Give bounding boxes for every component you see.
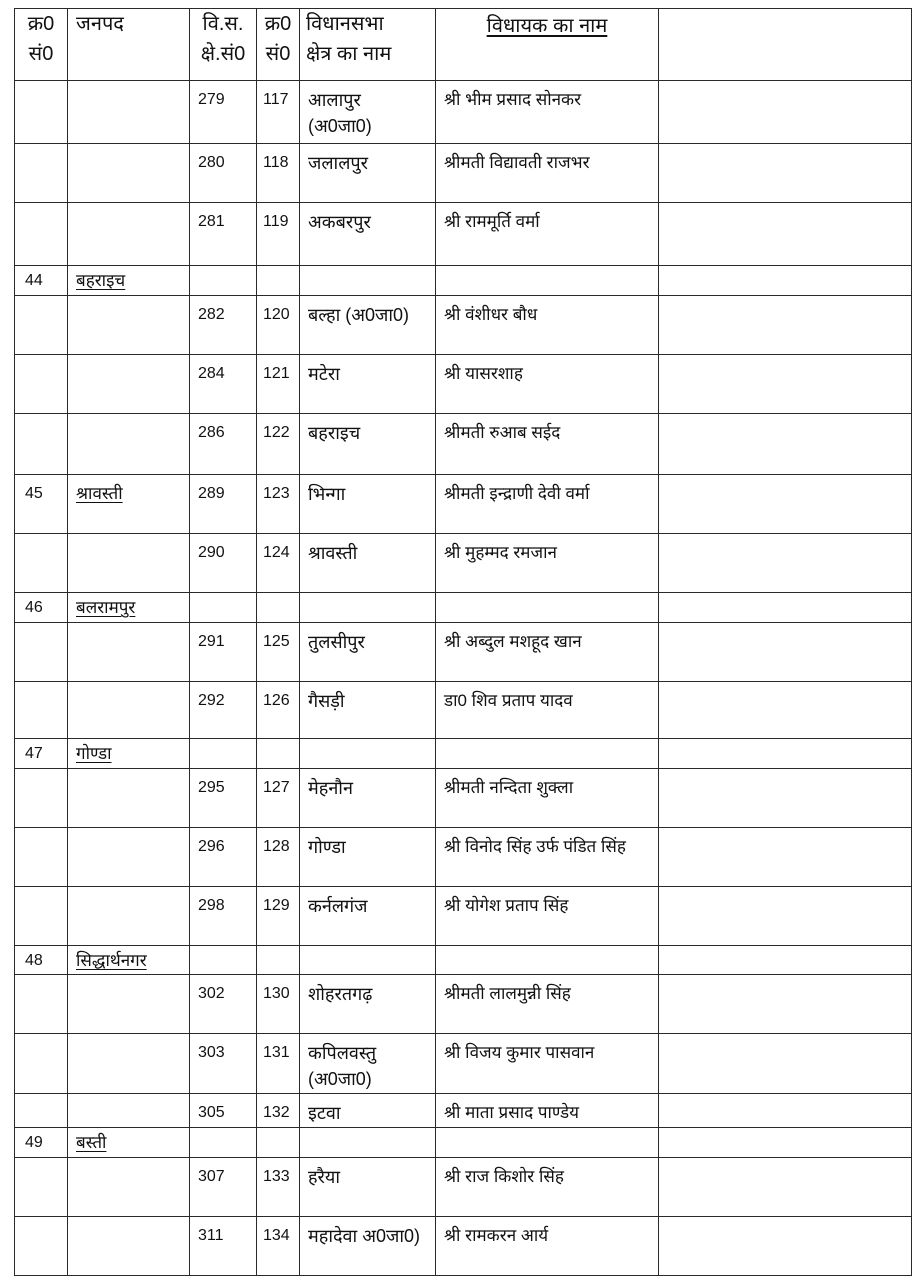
- district-cell: [68, 355, 190, 414]
- district-cell: [68, 475, 190, 534]
- district-row: [15, 945, 912, 975]
- sequence-number-cell-text: 121: [263, 365, 290, 382]
- serial-number-cell: [15, 1157, 68, 1216]
- sequence-number-cell: [257, 622, 300, 681]
- assembly-number-cell-text: 286: [198, 424, 225, 442]
- sequence-number-cell: [257, 593, 300, 623]
- assembly-number-cell: [190, 945, 257, 975]
- assembly-number-cell-text: 290: [198, 544, 225, 562]
- constituency-name-cell: [300, 266, 436, 296]
- mla-name-cell: [436, 1034, 659, 1094]
- serial-number-cell: [15, 1128, 68, 1158]
- mla-name-cell: [436, 355, 659, 414]
- constituency-name-cell-text: अकबरपुर: [308, 212, 371, 233]
- blank-cell: [659, 295, 912, 354]
- assembly-number-cell: [190, 739, 257, 769]
- table-row: [15, 295, 912, 354]
- sequence-number-cell: [257, 827, 300, 886]
- mla-name-cell: [436, 1157, 659, 1216]
- assembly-number-cell: [190, 81, 257, 144]
- assembly-number-cell: [190, 886, 257, 945]
- assembly-number-cell: [190, 144, 257, 203]
- assembly-number-cell-text: 282: [198, 305, 225, 323]
- mla-name-cell: [436, 681, 659, 738]
- serial-number-cell: [15, 475, 68, 534]
- constituency-name-cell: [300, 414, 436, 475]
- mla-name-cell: [436, 475, 659, 534]
- sequence-number-cell: [257, 975, 300, 1034]
- blank-cell: [659, 768, 912, 827]
- sequence-number-cell: [257, 768, 300, 827]
- assembly-number-cell-text: 284: [198, 365, 225, 382]
- district-cell: [68, 827, 190, 886]
- district-header-label: जनपद: [76, 13, 124, 35]
- mla-name-cell-text: श्री मुहम्मद रमजान: [444, 543, 557, 563]
- assembly-number-cell: [190, 593, 257, 623]
- constituency-name-cell: [300, 534, 436, 593]
- sequence-number-cell: [257, 414, 300, 475]
- sequence-number-cell: [257, 1094, 300, 1128]
- constituency-name-cell-text: श्रावस्ती: [308, 543, 358, 564]
- blank-cell: [659, 593, 912, 623]
- district-cell: [68, 886, 190, 945]
- mla-name-cell: [436, 81, 659, 144]
- constituency-name-cell: [300, 203, 436, 266]
- district-cell: [68, 681, 190, 738]
- sequence-number-cell-text: 117: [263, 91, 289, 108]
- mla-name-cell: [436, 827, 659, 886]
- blank-cell: [659, 414, 912, 475]
- mla-name-cell: [436, 1094, 659, 1128]
- sequence-number-cell: [257, 534, 300, 593]
- district-cell-text: श्रावस्ती: [76, 484, 123, 504]
- mla-name-cell: [436, 975, 659, 1034]
- table-row: [15, 622, 912, 681]
- district-cell: [68, 295, 190, 354]
- assembly-number-cell-text: 281: [198, 213, 225, 231]
- mla-name-cell-text: श्री राज किशोर सिंह: [444, 1166, 564, 1186]
- assembly-number-cell: [190, 1157, 257, 1216]
- sequence-header-line2: सं0: [265, 43, 291, 65]
- assembly-number-cell-text: 302: [198, 985, 225, 1003]
- mla-name-cell: [436, 414, 659, 475]
- mla-name-cell-text: श्री माता प्रसाद पाण्डेय: [444, 1103, 579, 1123]
- constituency-name-cell-text: हरैया: [308, 1166, 341, 1187]
- serial-header-line1: क्र0: [27, 13, 55, 35]
- blank-header: [659, 9, 912, 81]
- sequence-header-line1: क्र0: [264, 13, 292, 35]
- table-row: [15, 414, 912, 475]
- mla-name-cell-text: श्री विजय कुमार पासवान: [444, 1043, 595, 1063]
- serial-number-cell: [15, 739, 68, 769]
- mla-name-cell: [436, 295, 659, 354]
- sequence-number-cell-text: 123: [263, 485, 290, 503]
- table-row: [15, 768, 912, 827]
- mla-name-cell: [436, 945, 659, 975]
- sequence-number-cell: [257, 1128, 300, 1158]
- sequence-number-cell-text: 129: [263, 896, 290, 914]
- table-row: [15, 1216, 912, 1275]
- assembly-number-cell-text: 305: [198, 1104, 225, 1122]
- district-cell-text: बलरामपुर: [76, 598, 136, 618]
- sequence-number-cell-text: 128: [263, 837, 290, 855]
- serial-header-line2: सं0: [28, 43, 54, 65]
- serial-number-cell: [15, 144, 68, 203]
- district-cell: [68, 1128, 190, 1158]
- district-cell-text: गोण्डा: [76, 744, 112, 764]
- serial-number-cell: [15, 203, 68, 266]
- header-row: [15, 9, 912, 81]
- mla-name-cell-text: श्रीमती लालमुन्नी सिंह: [444, 984, 571, 1004]
- blank-cell: [659, 1034, 912, 1094]
- mla-name-cell-text: श्रीमती रुआब सईद: [444, 423, 561, 443]
- constituency-name-cell: [300, 827, 436, 886]
- constituency-name-header: [300, 9, 436, 81]
- constituency-name-cell: [300, 886, 436, 945]
- district-row: [15, 1128, 912, 1158]
- mla-name-cell: [436, 144, 659, 203]
- blank-cell: [659, 886, 912, 945]
- assembly-number-cell: [190, 414, 257, 475]
- mla-header-label: विधायक का नाम: [486, 15, 608, 37]
- constituency-name-cell-text: शोहरतगढ़: [308, 984, 373, 1005]
- sequence-number-cell: [257, 886, 300, 945]
- sequence-number-cell-text: 119: [263, 213, 289, 231]
- blank-cell: [659, 203, 912, 266]
- serial-number-cell: [15, 975, 68, 1034]
- serial-number-cell: [15, 593, 68, 623]
- constituency-name-cell: [300, 1034, 436, 1094]
- sequence-number-cell-text: 122: [263, 424, 290, 442]
- sequence-number-cell-text: 125: [263, 632, 290, 650]
- constituency-name-cell-text: कपिलवस्तु: [308, 1043, 377, 1064]
- mla-name-cell: [436, 622, 659, 681]
- constituency-header-line2: क्षेत्र का नाम: [306, 43, 392, 65]
- assembly-number-cell-text: 292: [198, 691, 225, 709]
- sequence-number-cell-text: 131: [263, 1044, 290, 1062]
- constituency-reservation-text: (अ0जा0): [308, 116, 372, 136]
- mla-name-cell-text: श्री अब्दुल मशहूद खान: [444, 631, 582, 651]
- assembly-number-cell: [190, 295, 257, 354]
- mla-name-cell: [436, 768, 659, 827]
- assembly-number-cell: [190, 534, 257, 593]
- district-cell: [68, 1094, 190, 1128]
- serial-number-cell: [15, 1094, 68, 1128]
- district-cell: [68, 593, 190, 623]
- mla-name-cell: [436, 266, 659, 296]
- assembly-number-cell-text: 291: [198, 632, 225, 650]
- serial-number-cell: [15, 681, 68, 738]
- sequence-number-cell: [257, 266, 300, 296]
- serial-number-cell: [15, 81, 68, 144]
- sequence-number-cell: [257, 475, 300, 534]
- mla-name-cell: [436, 203, 659, 266]
- assembly-number-cell: [190, 1094, 257, 1128]
- mla-name-cell: [436, 534, 659, 593]
- constituency-name-cell-text: भिन्गा: [308, 484, 346, 505]
- assembly-number-cell: [190, 475, 257, 534]
- assembly-number-cell: [190, 1034, 257, 1094]
- serial-number-cell: [15, 355, 68, 414]
- serial-number-cell-text: 48: [25, 951, 43, 969]
- assembly-number-cell: [190, 622, 257, 681]
- constituency-name-cell-text: तुलसीपुर: [308, 631, 365, 652]
- sequence-number-cell: [257, 1157, 300, 1216]
- mla-name-cell: [436, 886, 659, 945]
- blank-cell: [659, 266, 912, 296]
- assembly-number-header: [190, 9, 257, 81]
- assembly-number-cell: [190, 975, 257, 1034]
- sequence-number-cell-text: 132: [263, 1104, 290, 1122]
- constituency-name-cell: [300, 1128, 436, 1158]
- blank-cell: [659, 475, 912, 534]
- serial-number-cell: [15, 295, 68, 354]
- serial-number-cell: [15, 945, 68, 975]
- sequence-number-cell: [257, 739, 300, 769]
- sequence-number-cell: [257, 945, 300, 975]
- constituency-name-cell-text: मेहनौन: [308, 777, 353, 798]
- mla-name-cell: [436, 593, 659, 623]
- mla-name-header: [436, 9, 659, 81]
- blank-cell: [659, 622, 912, 681]
- table-row: [15, 144, 912, 203]
- constituency-name-cell: [300, 1157, 436, 1216]
- assembly-number-cell-text: 303: [198, 1044, 225, 1062]
- blank-cell: [659, 1094, 912, 1128]
- district-cell: [68, 144, 190, 203]
- constituency-reservation-text: (अ0जा0): [308, 1069, 372, 1090]
- assembly-number-cell: [190, 681, 257, 738]
- mla-name-cell-text: श्री योगेश प्रताप सिंह: [444, 895, 569, 915]
- mla-name-cell-text: श्री यासरशाह: [444, 364, 523, 383]
- mla-name-cell-text: श्रीमती विद्यावती राजभर: [444, 153, 590, 173]
- blank-cell: [659, 975, 912, 1034]
- assembly-number-cell: [190, 355, 257, 414]
- constituency-name-cell: [300, 622, 436, 681]
- table-row: [15, 203, 912, 266]
- blank-cell: [659, 534, 912, 593]
- district-cell-text: बहराइच: [76, 271, 126, 291]
- serial-number-cell: [15, 768, 68, 827]
- district-row: [15, 593, 912, 623]
- mla-name-cell: [436, 739, 659, 769]
- table-row: [15, 475, 912, 534]
- constituency-name-cell: [300, 81, 436, 144]
- constituency-name-cell: [300, 1094, 436, 1128]
- table-row: [15, 534, 912, 593]
- sequence-number-cell-text: 127: [263, 778, 290, 796]
- constituency-name-cell-text: गोण्डा: [308, 836, 346, 857]
- sequence-number-cell-text: 124: [263, 544, 290, 562]
- constituency-name-cell-text: बल्हा (अ0जा0): [308, 304, 410, 325]
- sequence-number-cell-text: 120: [263, 305, 290, 323]
- serial-number-cell: [15, 886, 68, 945]
- district-cell: [68, 975, 190, 1034]
- table-row: [15, 681, 912, 738]
- constituency-name-cell: [300, 681, 436, 738]
- blank-cell: [659, 739, 912, 769]
- blank-cell: [659, 1216, 912, 1275]
- serial-number-cell-text: 47: [25, 745, 43, 763]
- constituency-name-cell: [300, 593, 436, 623]
- assembly-number-cell: [190, 827, 257, 886]
- constituency-name-cell-text: मटेरा: [308, 364, 340, 384]
- constituency-name-cell: [300, 1216, 436, 1275]
- blank-cell: [659, 1128, 912, 1158]
- assembly-number-cell-text: 280: [198, 154, 225, 172]
- sequence-number-cell-text: 133: [263, 1167, 290, 1185]
- mla-name-cell-text: श्री भीम प्रसाद सोनकर: [444, 90, 582, 109]
- mla-name-cell-text: डा0 शिव प्रताप यादव: [444, 690, 573, 710]
- blank-cell: [659, 681, 912, 738]
- sequence-number-cell: [257, 681, 300, 738]
- serial-number-cell: [15, 414, 68, 475]
- mla-name-cell-text: श्रीमती इन्द्राणी देवी वर्मा: [444, 484, 590, 504]
- mla-name-cell-text: श्री राममूर्ति वर्मा: [444, 212, 540, 232]
- district-header: [68, 9, 190, 81]
- assembly-number-cell: [190, 768, 257, 827]
- assembly-number-cell-text: 279: [198, 91, 225, 108]
- mla-list-table: [14, 8, 912, 1276]
- constituency-name-cell-text: महादेवा अ0जा0): [308, 1225, 420, 1246]
- sequence-number-cell: [257, 355, 300, 414]
- serial-number-cell-text: 44: [25, 272, 43, 290]
- assembly-number-cell: [190, 203, 257, 266]
- district-cell-text: बस्ती: [76, 1133, 107, 1153]
- constituency-name-cell-text: आलापुर: [308, 90, 361, 110]
- blank-cell: [659, 1157, 912, 1216]
- mla-name-cell: [436, 1128, 659, 1158]
- table-row: [15, 827, 912, 886]
- assembly-number-cell-text: 289: [198, 485, 225, 503]
- sequence-header: [257, 9, 300, 81]
- table-row: [15, 355, 912, 414]
- sequence-number-cell: [257, 1034, 300, 1094]
- constituency-name-cell-text: कर्नलगंज: [308, 895, 368, 916]
- district-cell: [68, 945, 190, 975]
- serial-number-header: [15, 9, 68, 81]
- blank-cell: [659, 945, 912, 975]
- blank-cell: [659, 827, 912, 886]
- table-row: [15, 1157, 912, 1216]
- district-cell: [68, 1216, 190, 1275]
- district-cell-text: सिद्धार्थनगर: [76, 950, 147, 970]
- sequence-number-cell-text: 134: [263, 1226, 290, 1244]
- blank-cell: [659, 144, 912, 203]
- assembly-number-cell: [190, 1216, 257, 1275]
- assembly-number-header-line2: क्षे.सं0: [200, 43, 246, 65]
- serial-number-cell: [15, 1216, 68, 1275]
- assembly-number-cell-text: 307: [198, 1167, 225, 1185]
- district-cell: [68, 1034, 190, 1094]
- mla-name-cell-text: श्री वंशीधर बौध: [444, 304, 538, 324]
- district-cell: [68, 739, 190, 769]
- constituency-name-cell-text: बहराइच: [308, 423, 361, 444]
- assembly-number-cell-text: 296: [198, 837, 225, 855]
- constituency-name-cell: [300, 945, 436, 975]
- constituency-name-cell-text: गैसड़ी: [308, 690, 345, 711]
- assembly-number-cell-text: 311: [198, 1226, 224, 1244]
- district-cell: [68, 1157, 190, 1216]
- sequence-number-cell: [257, 203, 300, 266]
- assembly-number-header-line1: वि.स.: [202, 13, 244, 35]
- constituency-name-cell: [300, 144, 436, 203]
- table-row: [15, 975, 912, 1034]
- mla-name-cell: [436, 1216, 659, 1275]
- serial-number-cell: [15, 534, 68, 593]
- serial-number-cell-text: 49: [25, 1134, 43, 1152]
- serial-number-cell-text: 46: [25, 599, 43, 617]
- district-cell: [68, 534, 190, 593]
- serial-number-cell: [15, 266, 68, 296]
- mla-name-cell-text: श्री विनोद सिंह उर्फ पंडित सिंह: [444, 836, 626, 856]
- table-row: [15, 81, 912, 144]
- district-cell: [68, 203, 190, 266]
- constituency-name-cell: [300, 475, 436, 534]
- district-row: [15, 266, 912, 296]
- serial-number-cell: [15, 622, 68, 681]
- mla-name-cell-text: श्रीमती नन्दिता शुक्ला: [444, 777, 574, 797]
- table-row: [15, 886, 912, 945]
- district-cell: [68, 266, 190, 296]
- district-row: [15, 739, 912, 769]
- assembly-number-cell-text: 295: [198, 778, 225, 796]
- district-cell: [68, 414, 190, 475]
- constituency-name-cell: [300, 355, 436, 414]
- constituency-name-cell: [300, 975, 436, 1034]
- constituency-name-cell-text: इटवा: [308, 1103, 341, 1124]
- serial-number-cell: [15, 827, 68, 886]
- table-body: [15, 81, 912, 1276]
- sequence-number-cell: [257, 295, 300, 354]
- district-cell: [68, 81, 190, 144]
- blank-cell: [659, 81, 912, 144]
- blank-cell: [659, 355, 912, 414]
- constituency-name-cell: [300, 295, 436, 354]
- constituency-name-cell: [300, 739, 436, 769]
- assembly-number-cell-text: 298: [198, 896, 225, 914]
- constituency-name-cell: [300, 768, 436, 827]
- constituency-header-line1: विधानसभा: [306, 13, 384, 35]
- sequence-number-cell: [257, 1216, 300, 1275]
- district-cell: [68, 768, 190, 827]
- serial-number-cell-text: 45: [25, 485, 43, 503]
- serial-number-cell: [15, 1034, 68, 1094]
- mla-name-cell-text: श्री रामकरन आर्य: [444, 1225, 549, 1245]
- sequence-number-cell-text: 130: [263, 985, 290, 1003]
- assembly-number-cell: [190, 1128, 257, 1158]
- sequence-number-cell: [257, 144, 300, 203]
- table-row: [15, 1094, 912, 1128]
- constituency-name-cell-text: जलालपुर: [308, 153, 369, 174]
- sequence-number-cell-text: 126: [263, 691, 290, 709]
- sequence-number-cell: [257, 81, 300, 144]
- sequence-number-cell-text: 118: [263, 154, 289, 172]
- table-row: [15, 1034, 912, 1094]
- assembly-number-cell: [190, 266, 257, 296]
- district-cell: [68, 622, 190, 681]
